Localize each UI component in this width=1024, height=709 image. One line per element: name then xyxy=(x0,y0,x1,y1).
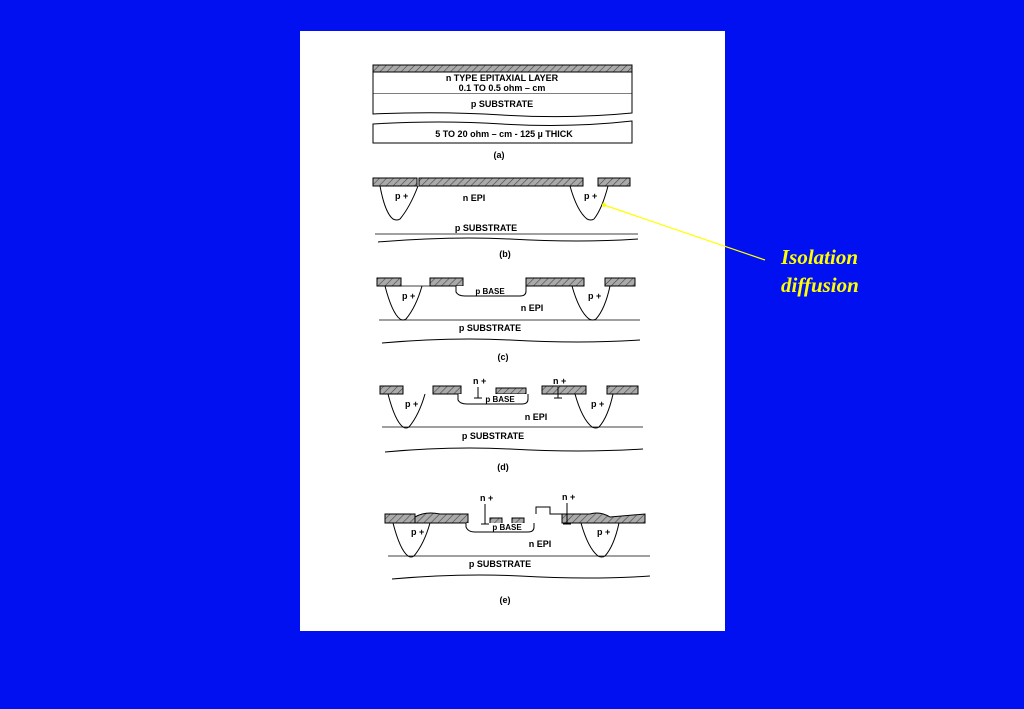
callout-line-1: Isolation xyxy=(781,245,859,269)
substrate-label: p SUBSTRATE xyxy=(461,431,525,441)
oxide-1 xyxy=(377,278,401,286)
oxide-1 xyxy=(380,386,403,394)
p-plus-right: p + xyxy=(584,191,598,201)
caption-c: (c) xyxy=(497,352,509,362)
epi-label: n EPI xyxy=(520,303,544,313)
isolation-diffusion-callout xyxy=(781,243,859,299)
break-line xyxy=(392,575,650,579)
panel-d xyxy=(380,376,643,472)
oxide-center xyxy=(419,178,583,186)
panel-e xyxy=(385,492,650,605)
p-plus-right: p + xyxy=(591,399,605,409)
panel-c xyxy=(377,278,640,362)
p-base-label: p BASE xyxy=(475,287,505,296)
substrate-label: p SUBSTRATE xyxy=(454,223,518,233)
caption-e: (e) xyxy=(499,595,511,605)
caption-b: (b) xyxy=(499,249,511,259)
p-base-label: p BASE xyxy=(492,523,522,532)
oxide-3 xyxy=(496,388,526,394)
break-line xyxy=(378,238,638,242)
oxide-right xyxy=(598,178,630,186)
p-base-label: p BASE xyxy=(485,395,515,404)
process-figure xyxy=(300,31,725,631)
thickness-label: 5 TO 20 ohm – cm - 125 µ THICK xyxy=(435,129,573,139)
n-plus-1: n + xyxy=(480,493,494,503)
substrate-label: p SUBSTRATE xyxy=(470,99,534,109)
oxide-2 xyxy=(415,513,468,523)
epi-label-2: 0.1 TO 0.5 ohm – cm xyxy=(458,83,546,93)
break-line xyxy=(385,448,643,452)
p-plus-left: p + xyxy=(395,191,409,201)
p-plus-left: p + xyxy=(411,527,425,537)
oxide-4 xyxy=(542,386,586,394)
caption-a: (a) xyxy=(493,150,505,160)
oxide-5 xyxy=(607,386,638,394)
n-plus-2: n + xyxy=(553,376,567,386)
oxide-2 xyxy=(433,386,461,394)
caption-d: (d) xyxy=(497,462,509,472)
p-plus-right: p + xyxy=(597,527,611,537)
process-diagram xyxy=(300,31,725,631)
oxide-4 xyxy=(605,278,635,286)
callout-line-2: diffusion xyxy=(781,273,859,297)
epi-label: n EPI xyxy=(524,412,548,422)
p-plus-left: p + xyxy=(405,399,419,409)
n-plus-2: n + xyxy=(562,492,576,502)
substrate-label: p SUBSTRATE xyxy=(458,323,522,333)
p-plus-right: p + xyxy=(588,291,602,301)
substrate-label: p SUBSTRATE xyxy=(468,559,532,569)
oxide-3 xyxy=(562,513,645,523)
oxide-1 xyxy=(385,514,415,523)
oxide-left xyxy=(373,178,417,186)
oxide-layer xyxy=(373,65,632,72)
epi-label: n EPI xyxy=(528,539,552,549)
metal-step xyxy=(536,507,562,514)
epi-label: n EPI xyxy=(462,193,486,203)
n-plus-1: n + xyxy=(473,376,487,386)
panel-b xyxy=(373,178,638,259)
break-line xyxy=(382,339,640,343)
epi-label-1: n TYPE EPITAXIAL LAYER xyxy=(445,73,559,83)
oxide-3 xyxy=(526,278,584,286)
panel-a xyxy=(373,65,632,160)
oxide-2 xyxy=(430,278,463,286)
p-plus-left: p + xyxy=(402,291,416,301)
